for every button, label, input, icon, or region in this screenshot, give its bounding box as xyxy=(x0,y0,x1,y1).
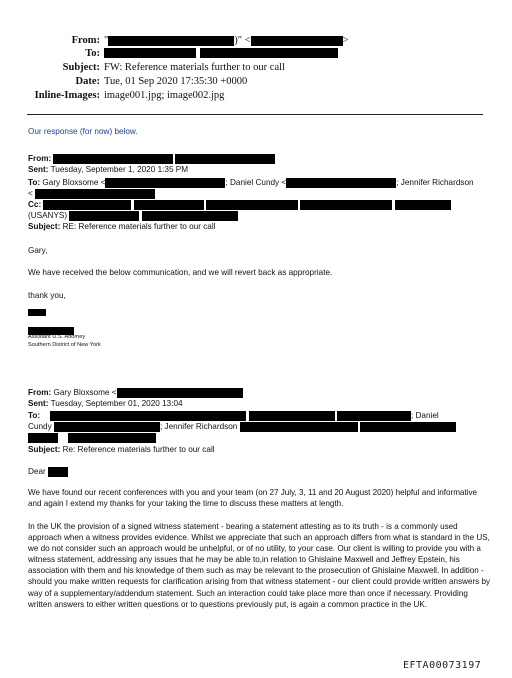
from-value xyxy=(104,35,349,46)
msg2-subject-label: Subject: xyxy=(28,445,61,454)
msg1-cc-usanys: (USANYS) xyxy=(28,211,68,220)
msg1-cc xyxy=(28,199,451,210)
redaction xyxy=(105,178,225,188)
date-label: Date: xyxy=(75,76,100,87)
msg2-sent-label: Sent: xyxy=(28,399,49,408)
redaction xyxy=(108,36,234,46)
msg2-to-line2 xyxy=(28,421,456,432)
inline-images-label: Inline-Images: xyxy=(34,90,100,101)
header-divider xyxy=(27,114,483,115)
msg1-subject xyxy=(28,221,216,232)
msg2-from xyxy=(28,387,243,398)
sig-office: Southern District of New York xyxy=(28,342,101,348)
msg1-body: We have received the below communication, and we will revert back as appropriate. xyxy=(28,268,333,277)
msg1-sent-value: Tuesday, September 1, 2020 1:35 PM xyxy=(50,165,189,174)
redaction xyxy=(360,422,456,432)
msg2-to-label: To: xyxy=(28,411,41,420)
date-value: Tue, 01 Sep 2020 17:35:30 +0000 xyxy=(104,76,248,87)
redaction xyxy=(251,36,343,46)
msg1-greeting: Gary, xyxy=(28,246,48,255)
response-note: Our response (for now) below. xyxy=(28,127,138,136)
msg2-subject-value: Re: Reference materials further to our call xyxy=(62,445,215,454)
redaction xyxy=(68,433,156,443)
redaction xyxy=(50,411,246,421)
msg2-from-label: From: xyxy=(28,388,52,397)
msg1-subject-label: Subject: xyxy=(28,222,61,231)
msg2-dear xyxy=(28,466,68,477)
to-label: To: xyxy=(85,48,100,59)
msg2-sent-value: Tuesday, September 01, 2020 13:04 xyxy=(50,399,183,408)
msg1-signoff: thank you, xyxy=(28,291,66,300)
redaction xyxy=(35,189,155,199)
redaction xyxy=(28,433,58,443)
msg1-sent-label: Sent: xyxy=(28,165,49,174)
msg1-to-1: Gary Bloxsome < xyxy=(42,178,106,187)
redaction xyxy=(43,200,131,210)
redaction xyxy=(286,178,396,188)
redaction xyxy=(337,411,411,421)
redaction xyxy=(175,154,275,164)
redaction xyxy=(54,422,160,432)
redaction xyxy=(117,388,243,398)
msg1-subject-value: RE: Reference materials further to our call xyxy=(62,222,216,231)
msg2-subject xyxy=(28,444,215,455)
msg1-to-4: < xyxy=(28,189,33,198)
msg2-paragraph-1: We have found our recent conferences with you and your team (on 27 July, 3, 11 and 20 August 2020) helpful and informative and again I extend my thanks for your taking the time to discuss these matters at length. xyxy=(28,488,478,509)
msg2-to-richardson: ; Jennifer Richardson xyxy=(159,422,238,431)
redaction xyxy=(53,154,173,164)
redaction xyxy=(142,211,238,221)
from-close: > xyxy=(342,35,349,46)
to-value xyxy=(104,47,338,58)
msg1-to xyxy=(28,177,474,188)
msg1-to-line2 xyxy=(28,188,155,199)
redaction xyxy=(104,48,196,58)
msg2-sent xyxy=(28,398,183,409)
msg2-to-line3 xyxy=(28,432,156,443)
from-label: From: xyxy=(71,35,100,46)
redaction xyxy=(206,200,298,210)
msg1-to-2: ; Daniel Cundy < xyxy=(225,178,287,187)
msg1-from xyxy=(28,153,275,164)
subject-label: Subject: xyxy=(62,62,100,73)
redaction xyxy=(28,309,46,316)
msg1-sent xyxy=(28,164,188,175)
msg1-from-label: From: xyxy=(28,154,52,163)
from-open-quote: " xyxy=(104,35,109,46)
redaction xyxy=(48,467,68,477)
msg1-to-3: ; Jennifer Richardson xyxy=(396,178,474,187)
redaction xyxy=(240,422,358,432)
document-id: EFTA00073197 xyxy=(403,660,482,671)
msg2-from-value: Gary Bloxsome < xyxy=(53,388,117,397)
redaction xyxy=(69,211,139,221)
msg2-to-cundy: Cundy xyxy=(28,422,52,431)
msg1-cc-line2 xyxy=(28,210,238,221)
redaction xyxy=(134,200,204,210)
redaction xyxy=(249,411,335,421)
redaction xyxy=(395,200,451,210)
signature-name-redacted xyxy=(28,303,46,321)
msg2-paragraph-2: In the UK the provision of a signed witness statement - bearing a statement attesting as to its truth - is a commonly used approach when a witness provides evidence. Whilst we appreciate that such an approach differs from what is standard in the US, we do not consider such an approach would be unhelpful, or of no utility, to your case. Our client is willing to provide you with a witness statement, addressing any issues that he may be able to,in relation to Ghislaine Maxwell and Jeffrey Epstein, his association with them and his knowledge of them such as may be relevant to the prosecution of Ghislaine Maxwell. In addition - should you make written requests for clarification arising from that witness statement - our client could provide written answers by way of a supplementary/addendum statement. Such an interaction could take place more than once if necessary. Providing written answers to either written questions or to questions previously put, is again a common practice in the UK. xyxy=(28,522,490,609)
from-mid: )" < xyxy=(234,35,251,46)
msg1-cc-label: Cc: xyxy=(28,200,42,209)
redaction xyxy=(200,48,338,58)
redaction xyxy=(300,200,392,210)
subject-value: FW: Reference materials further to our call xyxy=(104,62,285,73)
msg2-to-tail: ; Daniel xyxy=(410,411,439,420)
inline-images-value: image001.jpg; image002.jpg xyxy=(104,90,225,101)
msg1-to-label: To: xyxy=(28,178,41,187)
msg2-dear-word: Dear xyxy=(28,467,46,476)
sig-title: Assistant U.S. Attorney xyxy=(28,334,86,340)
msg2-to xyxy=(28,410,439,421)
